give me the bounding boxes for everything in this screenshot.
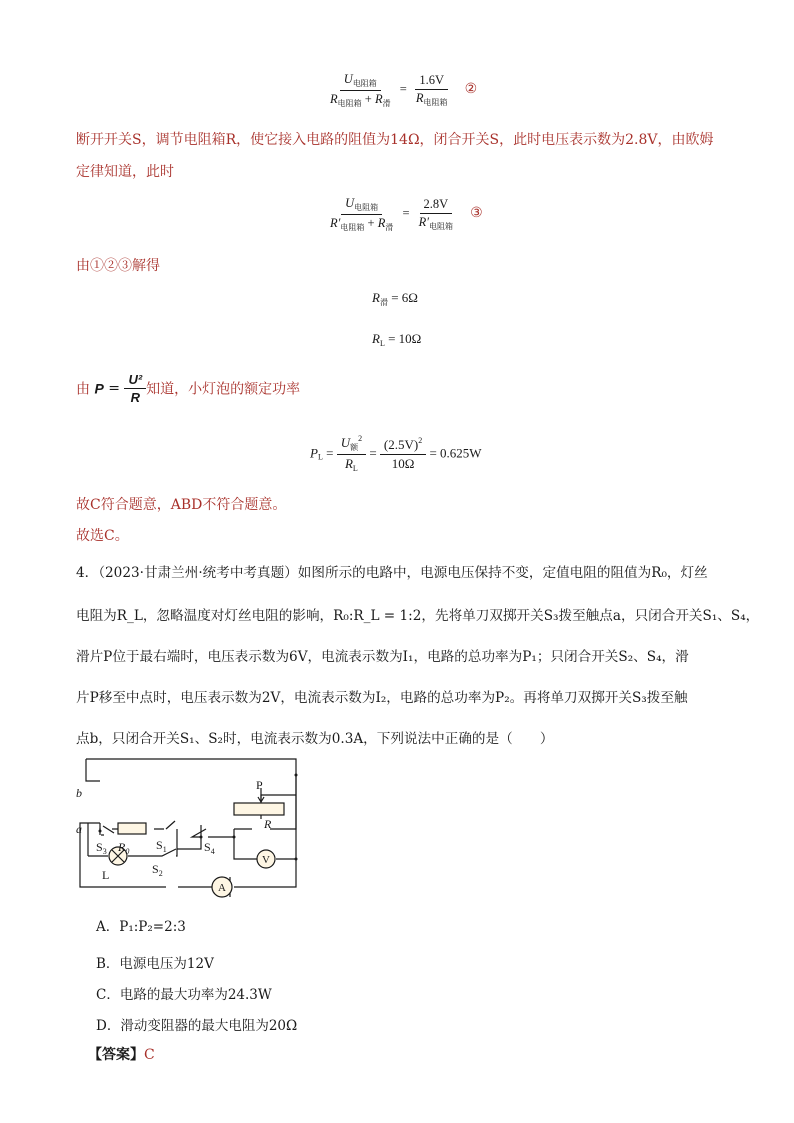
sub: 额 [350,443,359,452]
var: R [344,456,353,471]
question-line4: 片P移至中点时，电压表示数为2V，电流表示数为I₂，电路的总功率为P₂。再将单刀双掷开关S₃拨至触 [76,690,688,706]
sub: 滑 [382,99,391,108]
para1-line1: 断开开关S，调节电阻箱R，使它接入电路的阻值为14Ω，闭合开关S，此时电压表示数为2.8V，由欧姆 [76,132,714,148]
conclusion-1: 故C符合题意，ABD不符合题意。 [76,497,287,513]
rhs-num: 2.8V [420,197,453,214]
var: R [374,92,383,106]
label-l: L [102,868,110,882]
var: R [372,290,380,305]
num: U² [124,372,146,389]
result-r-l [372,331,421,348]
var-p: P [94,380,104,397]
power-frac-1 [337,434,366,473]
resistor-r0 [118,823,146,834]
question-line3: 滑片P位于最右端时，电压表示数为6V，电流表示数为I₁，电路的总功率为P₁；只闭合开关S₂、S₄，滑 [76,649,689,665]
label-a-meter: A [218,882,226,894]
formula-3-lhs [326,196,397,233]
option-b: B．电源电压为12V [96,956,214,972]
question-line5: 点b，只闭合开关S₁、S₂时，电流表示数为0.3A，下列说法中正确的是（ ） [76,731,554,747]
sup: 2 [418,435,423,445]
solve-text: 由①②③解得 [76,258,160,274]
circuit-diagram [70,755,310,905]
den: 10Ω [391,455,415,471]
rheostat-r [234,803,284,815]
var: U [340,435,351,450]
answer-value: C [144,1047,155,1063]
label-r: R [264,817,272,831]
value: = 10Ω [384,331,422,346]
sub: 滑 [379,298,388,307]
var: R [377,216,386,230]
result: = 0.625W [429,445,482,461]
option-a: A．P₁:P₂=2:3 [96,919,186,935]
var: R [372,331,380,346]
answer-label: 【答案】 [88,1047,144,1063]
sub: 滑 [385,223,394,232]
question-line2: 电阻为R_L，忽略温度对灯丝电阻的影响，R₀:R_L = 1:2，先将单刀双掷开关S₃拨至触点a，只闭合开关S₁、S₄， [76,608,760,624]
equals: = [402,206,410,221]
para1-line2: 定律知道，此时 [76,164,174,180]
option-c: C．电路的最大功率为24.3W [96,987,272,1003]
result-r-slide [372,290,418,308]
label-a: a [76,822,82,836]
sub: L [379,339,385,348]
formula-2-lhs [326,72,395,109]
option-d: D．滑动变阻器的最大电阻为20Ω [96,1018,298,1034]
sub: 电阻箱 [423,98,448,107]
power-fraction [124,372,146,405]
var: R [415,91,424,105]
prefix: 由 [76,381,90,398]
answer [88,1044,155,1064]
question-line1: 4．（2023·甘肃兰州·统考中考真题）如图所示的电路中，电源电压保持不变，定值电阻的阻值为R₀，灯丝 [76,565,708,581]
value: = 6Ω [387,290,418,305]
sup: 2 [358,434,363,443]
sub: 电阻箱 [340,223,365,232]
power-formula [310,434,482,473]
conclusion-2: 故选C。 [76,528,129,544]
equals: = [399,82,407,97]
suffix: 知道，小灯泡的额定功率 [146,381,301,398]
equation-marker: ② [464,82,478,98]
formula-3-rhs [415,197,457,232]
power-frac-2 [380,436,426,472]
label-s3: $S_3$ [96,840,107,856]
equals: = [326,445,334,461]
sub: 电阻箱 [352,79,377,88]
label-b: b [76,786,82,800]
label-r0: $R_0$ [118,840,130,856]
label-s2: $S_2$ [152,862,163,878]
plus: + [367,216,375,230]
num: (2.5V) [383,436,419,452]
label-s1: $S_1$ [156,838,167,854]
label-v: V [262,854,270,866]
label-p: P [256,778,263,792]
var: R′ [418,215,430,229]
rhs-num: 1.6V [415,73,448,90]
formula-3 [326,196,483,233]
sub: L [317,452,323,462]
sub: 电阻箱 [354,203,379,212]
sub: 电阻箱 [337,99,362,108]
var: R′ [330,216,341,230]
plus: + [364,92,372,106]
var: R [330,92,338,106]
equals: = [369,445,377,461]
var: P [310,445,318,461]
label-s4: $S_4$ [204,840,215,856]
var: U [345,196,355,210]
equals: = [103,380,125,397]
den: R [130,390,140,405]
sub: 电阻箱 [429,222,454,231]
power-intro [76,372,300,405]
formula-2 [326,72,477,109]
equation-marker: ③ [470,206,483,222]
var: U [343,72,353,86]
sub: L [352,464,358,473]
formula-2-rhs [412,73,452,108]
